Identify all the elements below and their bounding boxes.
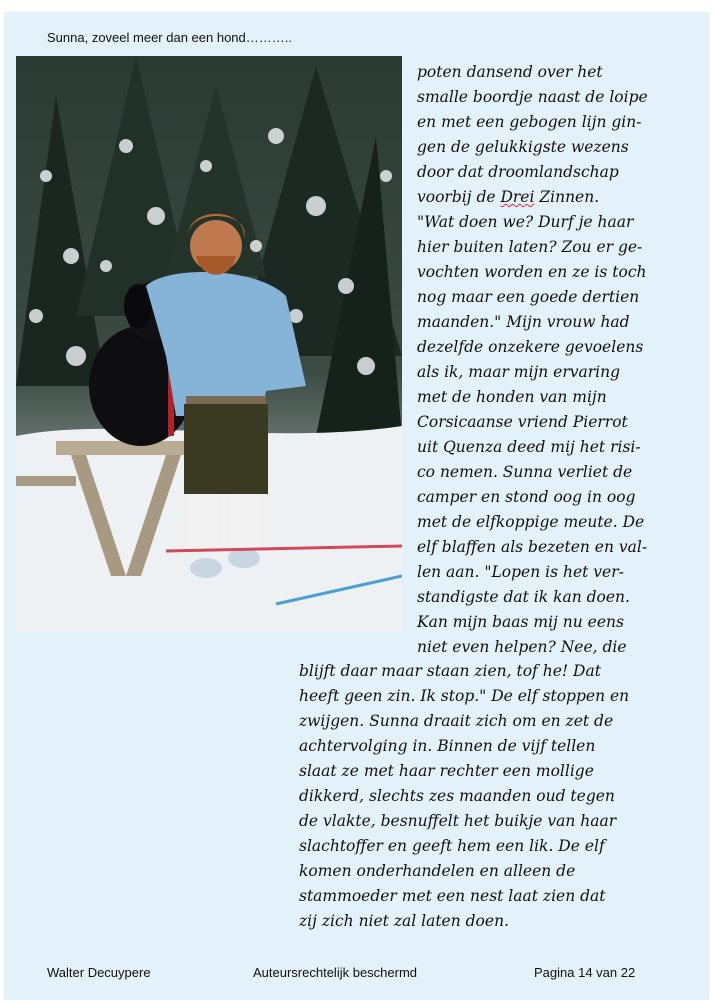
text-line: smalle boordje naast de loipe: [417, 88, 648, 106]
text-line: hier buiten laten? Zou er ge-: [417, 238, 643, 256]
text-line: niet even helpen? Nee, die: [417, 638, 627, 656]
text-line-with-spellcheck: [417, 185, 648, 210]
text-line: door dat droomlandschap: [417, 163, 619, 181]
text-line: elf blaffen als bezeten en val-: [417, 538, 648, 556]
text-fragment: Zinnen.: [534, 188, 600, 206]
photo: [16, 56, 402, 632]
text-line: camper en stond oog in oog: [417, 488, 636, 506]
text-line: de vlakte, besnuffelt het buikje van haar: [299, 812, 617, 830]
text-line: heeft geen zin. Ik stop." De elf stoppen en: [299, 687, 630, 705]
text-line: met de elfkoppige meute. De: [417, 513, 645, 531]
text-line: uit Quenza deed mij het risi-: [417, 438, 641, 456]
text-line: Corsicaanse vriend Pierrot: [417, 413, 628, 431]
text-column-bottom: [299, 659, 629, 934]
text-line: nog maar een goede dertien: [417, 288, 640, 306]
text-line: "Wat doen we? Durf je haar: [417, 213, 634, 231]
text-line: slachtoffer en geeft hem een lik. De elf: [299, 837, 605, 855]
text-line: vochten worden en ze is toch: [417, 263, 647, 281]
text-line: als ik, maar mijn ervaring: [417, 363, 621, 381]
footer-copyright: Auteursrechtelijk beschermd: [253, 965, 418, 980]
footer-page-number: Pagina 14 van 22: [534, 965, 636, 980]
text-line: slaat ze met haar rechter een mollige: [299, 762, 594, 780]
text-line: maanden." Mijn vrouw had: [417, 313, 630, 331]
document-page: [4, 12, 709, 1000]
text-line: komen onderhandelen en alleen de: [299, 862, 576, 880]
text-line: len aan. "Lopen is het ver-: [417, 563, 624, 581]
text-line: zij zich niet zal laten doen.: [299, 912, 509, 930]
text-line: en met een gebogen lijn gin-: [417, 113, 642, 131]
photo-man-with-black-dog-in-snow-icon: [16, 56, 402, 632]
text-line: met de honden van mijn: [417, 388, 607, 406]
text-column-top: [417, 60, 648, 660]
text-line: standigste dat ik kan doen.: [417, 588, 630, 606]
text-line: stammoeder met een nest laat zien dat: [299, 887, 606, 905]
text-line: achtervolging in. Binnen de vijf tellen: [299, 737, 596, 755]
page-header: Sunna, zoveel meer dan een hond………..: [47, 30, 292, 45]
misspelled-word[interactable]: Drei: [500, 188, 535, 206]
text-line: zwijgen. Sunna draait zich om en zet de: [299, 712, 614, 730]
text-line: co nemen. Sunna verliet de: [417, 463, 633, 481]
text-line: dikkerd, slechts zes maanden oud tegen: [299, 787, 615, 805]
text-line: gen de gelukkigste wezens: [417, 138, 629, 156]
text-line: poten dansend over het: [417, 63, 603, 81]
footer-author: Walter Decuypere: [47, 965, 151, 980]
text-line: Kan mijn baas mij nu eens: [417, 613, 624, 631]
text-line: dezelfde onzekere gevoelens: [417, 338, 644, 356]
text-fragment: voorbij de: [417, 188, 501, 206]
text-line: blijft daar maar staan zien, tof he! Dat: [299, 662, 601, 680]
